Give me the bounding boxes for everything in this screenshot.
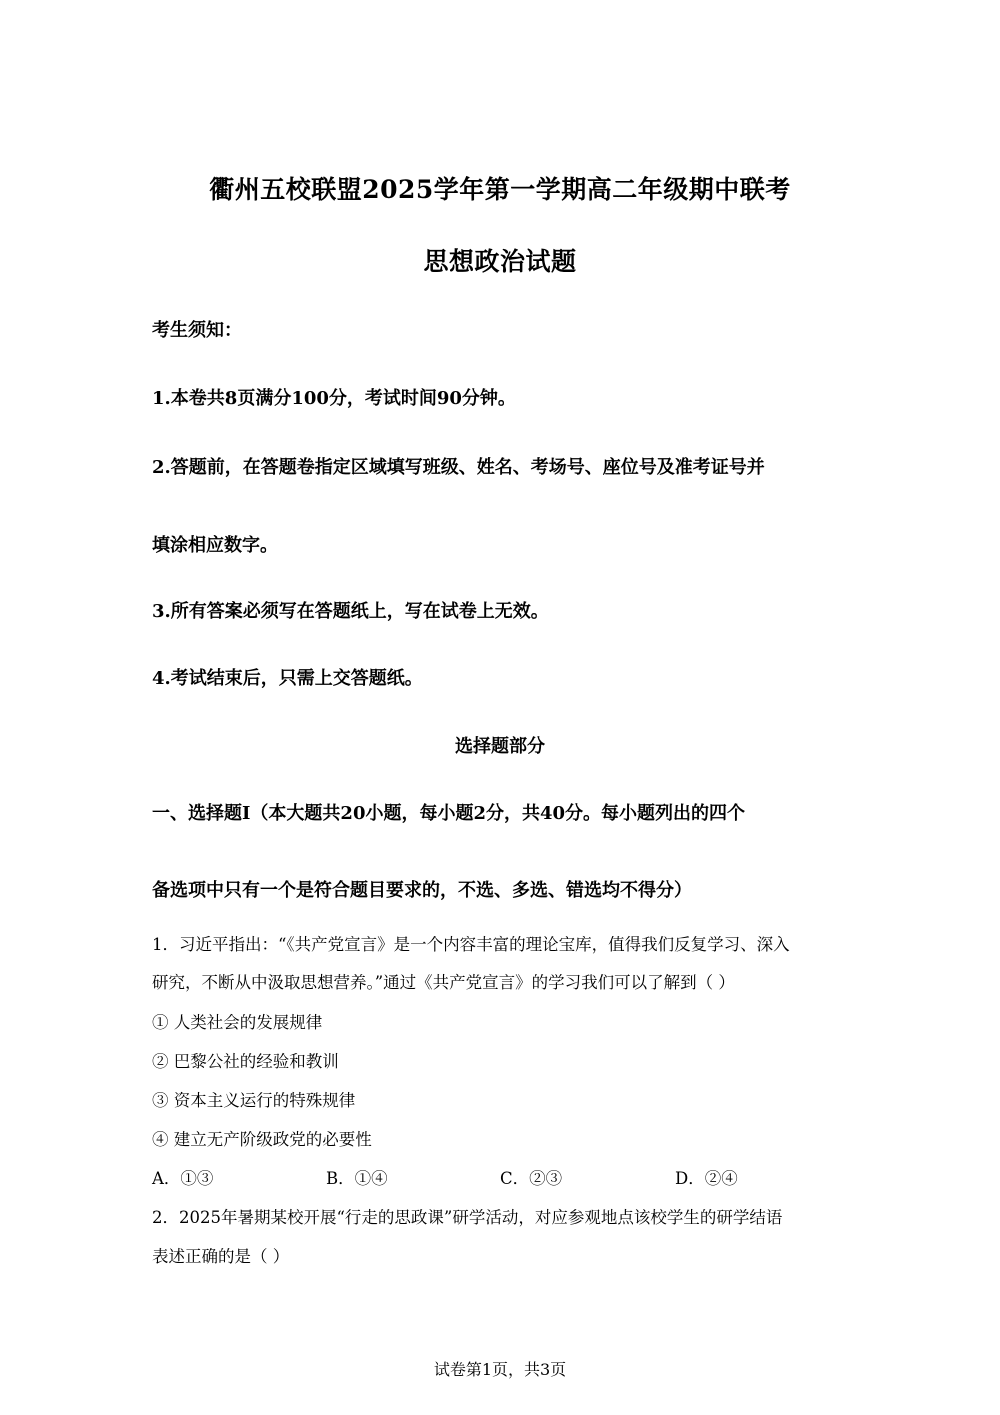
question-2-stem-line2: 表述正确的是（ ） <box>152 1247 290 1266</box>
question-1-statement-4: ④ 建立无产阶级政党的必要性 <box>152 1130 372 1149</box>
notice-heading: 考生须知： <box>152 320 242 341</box>
notice-item-2: 2.答题前，在答题卷指定区域填写班级、姓名、考场号、座位号及准考证号并 <box>152 457 765 478</box>
question-1-option-a: A．①③ <box>152 1169 214 1188</box>
question-1-statement-2: ② 巴黎公社的经验和教训 <box>152 1052 339 1071</box>
question-1-option-c: C．②③ <box>500 1169 563 1188</box>
question-1-stem-line2: 研究，不断从中汲取思想营养。”通过《共产党宣言》的学习我们可以了解到（ ） <box>152 973 735 992</box>
question-1-option-b: B．①④ <box>326 1169 388 1188</box>
exam-title: 衢州五校联盟2025学年第一学期高二年级期中联考 <box>209 175 791 204</box>
section-title: 选择题部分 <box>455 736 545 757</box>
section-instruction-line2: 备选项中只有一个是符合题目要求的，不选、多选、错选均不得分） <box>152 880 692 901</box>
question-2-stem-line1: 2．2025年暑期某校开展“行走的思政课”研学活动，对应参观地点该校学生的研学结语 <box>152 1208 783 1227</box>
question-1-statement-3: ③ 资本主义运行的特殊规律 <box>152 1091 356 1110</box>
section-instruction-line1: 一、选择题Ⅰ（本大题共20小题，每小题2分，共40分。每小题列出的四个 <box>152 803 746 824</box>
question-1-statement-1: ① 人类社会的发展规律 <box>152 1013 323 1032</box>
exam-subtitle: 思想政治试题 <box>423 247 577 276</box>
question-1-stem-line1: 1．习近平指出：“《共产党宣言》是一个内容丰富的理论宝库，值得我们反复学习、深入 <box>152 935 790 954</box>
page-footer: 试卷第1页，共3页 <box>433 1360 567 1379</box>
notice-item-3: 3.所有答案必须写在答题纸上，写在试卷上无效。 <box>152 601 549 622</box>
question-1-option-d: D．②④ <box>675 1169 738 1188</box>
notice-item-4: 4.考试结束后，只需上交答题纸。 <box>152 668 423 689</box>
notice-item-1: 1.本卷共8页满分100分，考试时间90分钟。 <box>152 388 516 409</box>
notice-item-2-continued: 填涂相应数字。 <box>152 535 278 556</box>
